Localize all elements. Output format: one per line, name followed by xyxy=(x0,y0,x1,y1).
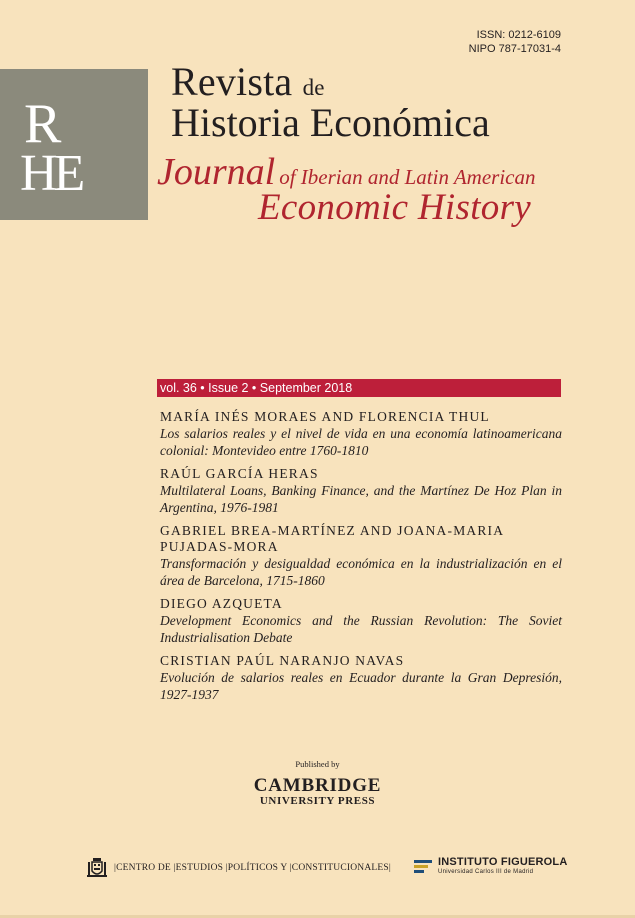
logo-letters-he: HE xyxy=(20,145,82,202)
article-item xyxy=(160,653,562,703)
article-author: MARÍA INÉS MORAES AND FLORENCIA THUL xyxy=(160,409,490,424)
issn-number: ISSN: 0212-6109 xyxy=(476,29,561,41)
article-title: Development Economics and the Russian Revolution: The Soviet Industrialisation Debate xyxy=(160,613,562,645)
article-author: DIEGO AZQUETA xyxy=(160,596,283,611)
rhe-monogram-icon xyxy=(0,69,148,220)
title-journal-word: Journal xyxy=(157,151,276,193)
title-de-word: de xyxy=(302,75,325,100)
issue-bar: vol. 36 • Issue 2 • September 2018 xyxy=(157,379,561,397)
cepc-logo xyxy=(86,857,391,879)
instituto-figuerola-text xyxy=(438,857,568,876)
table-of-contents xyxy=(160,409,562,710)
cepc-name: |CENTRO DE |ESTUDIOS |POLÍTICOS Y |CONSTITUCIONALES| xyxy=(114,863,392,873)
article-item xyxy=(160,523,562,589)
stripes-logo-icon xyxy=(414,859,432,875)
instituto-word: INSTITUTO xyxy=(438,856,498,868)
article-title: Los salarios reales y el nivel de vida en una economía latinoamericana colonial: Montevideo entre 1760-1810 xyxy=(160,426,562,458)
title-historia: Historia Económica xyxy=(171,100,490,145)
article-item xyxy=(160,466,562,516)
universidad-name: Universidad Carlos III de Madrid xyxy=(438,869,534,875)
coat-of-arms-icon xyxy=(86,857,108,879)
article-author: GABRIEL BREA-MARTÍNEZ AND JOANA-MARIA PUJADAS-MORA xyxy=(160,523,504,554)
issn-block xyxy=(469,28,561,56)
article-item xyxy=(160,409,562,459)
title-revista-word: Revista xyxy=(171,59,293,104)
article-item xyxy=(160,596,562,646)
article-author: CRISTIAN PAÚL NARANJO NAVAS xyxy=(160,653,405,668)
title-of-iberian: of Iberian and Latin American xyxy=(279,165,536,189)
article-title: Transformación y desigualdad económica en la industrialización en el área de Barcelona, 1715-1860 xyxy=(160,556,562,588)
publisher-name: CAMBRIDGE xyxy=(253,775,382,796)
logo-letter-r: R xyxy=(24,93,62,155)
publisher-press: UNIVERSITY PRESS xyxy=(259,795,376,807)
published-by-label: Published by xyxy=(295,759,340,769)
article-author: RAÚL GARCÍA HERAS xyxy=(160,466,319,481)
title-economic-history: Economic History xyxy=(258,187,531,228)
instituto-figuerola-name xyxy=(438,857,568,868)
article-title: Evolución de salarios reales en Ecuador durante la Gran Depresión, 1927-1937 xyxy=(160,670,562,702)
nipo-number: NIPO 787-17031-4 xyxy=(468,43,561,55)
instituto-figuerola-logo xyxy=(414,857,568,876)
rhe-logo xyxy=(0,69,148,220)
article-title: Multilateral Loans, Banking Finance, and the Martínez De Hoz Plan in Argentina, 1976-1981 xyxy=(160,483,562,515)
figuerola-word: FIGUEROLA xyxy=(500,856,568,868)
